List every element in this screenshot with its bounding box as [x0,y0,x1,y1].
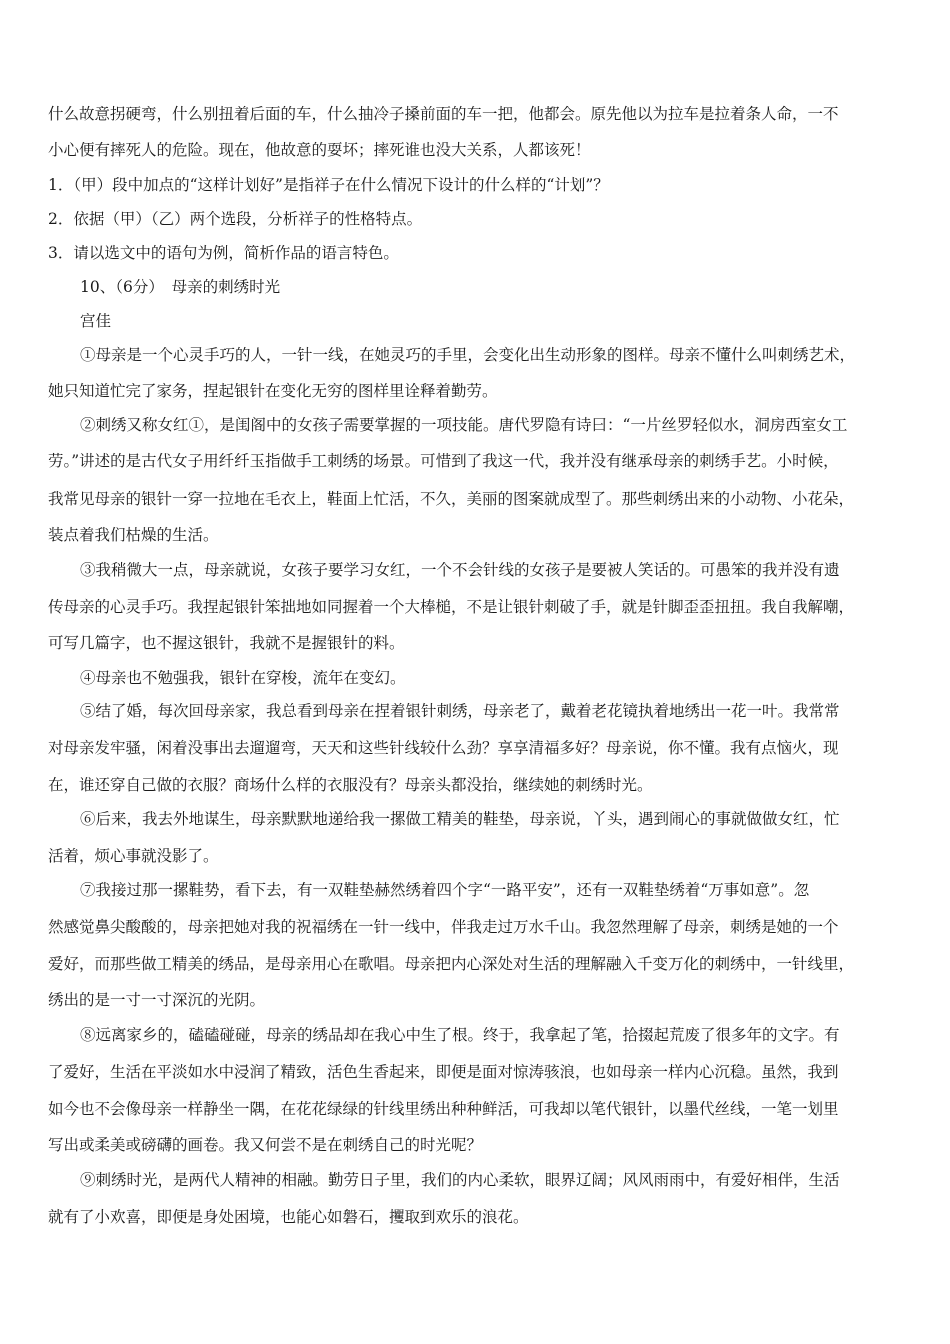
text-line: 爱好，而那些做工精美的绣品，是母亲用心在歌唱。母亲把内心深处对生活的理解融入千变万化的刺绣中，一针线里， [48,955,855,973]
text-line: ⑧远离家乡的，磕磕碰碰，母亲的绣品却在我心中生了根。终于，我拿起了笔，拾掇起荒废了很多年的文字。有 [80,1026,840,1044]
text-line: ①母亲是一个心灵手巧的人，一针一线，在她灵巧的手里，会变化出生动形象的图样。母亲不懂什么叫刺绣艺术， [80,346,856,364]
text-line: ③我稍微大一点，母亲就说，女孩子要学习女红，一个不会针线的女孩子是要被人笑话的。可愚笨的我并没有遗 [80,561,840,579]
question-1: 1．（甲）段中加点的“这样计划好”是指祥子在什么情况下设计的什么样的“计划”？ [48,176,609,194]
text-line: 然感觉鼻尖酸酸的，母亲把她对我的祝福绣在一针一线中，伴我走过万水千山。我忽然理解了母亲，刺绣是她的一个 [48,918,839,936]
text-line: 可写几篇字，也不握这银针，我就不是握银针的料。 [48,634,405,652]
text-line: 传母亲的心灵手巧。我捏起银针笨拙地如同握着一个大棒槌，不是让银针刺破了手，就是针脚歪歪扭扭。我自我解嘲， [48,598,855,616]
text-line: 她只知道忙完了家务，捏起银针在变化无穷的图样里诠释着勤劳。 [48,382,498,400]
section-heading: 10、（6分） 母亲的刺绣时光 [80,278,281,296]
text-line: ②刺绣又称女红①，是闺阁中的女孩子需要掌握的一项技能。唐代罗隐有诗曰：“一片丝罗轻似水，洞房西室女工 [80,416,848,434]
text-line: ⑦我接过那一摞鞋势，看下去，有一双鞋垫赫然绣着四个字“一路平安”，还有一双鞋垫绣着“万事如意”。忽 [80,881,810,899]
text-line: 装点着我们枯燥的生活。 [48,526,219,544]
question-2: 2．依据（甲）（乙）两个选段，分析祥子的性格特点。 [48,210,423,228]
text-line: 就有了小欢喜，即便是身处困境，也能心如磐石，攫取到欢乐的浪花。 [48,1208,529,1226]
text-line: 了爱好，生活在平淡如水中浸润了精致，活色生香起来，即便是面对惊涛骇浪，也如母亲一样内心沉稳。虽然，我到 [48,1063,839,1081]
text-line: 在，谁还穿自己做的衣服？商场什么样的衣服没有？母亲头都没抬，继续她的刺绣时光。 [48,776,653,794]
text-line: ⑥后来，我去外地谋生，母亲默默地递给我一摞做工精美的鞋垫，母亲说，丫头，遇到闹心的事就做做女红，忙 [80,810,840,828]
text-line: 小心便有摔死人的危险。现在，他故意的耍坏；摔死谁也没大关系，人都该死！ [48,141,591,159]
text-line: 劳。”讲述的是古代女子用纤纤玉指做手工刺绣的场景。可惜到了我这一代，我并没有继承母亲的刺绣手艺。小时候， [48,452,839,470]
question-3: 3．请以选文中的语句为例，简析作品的语言特色。 [48,244,399,262]
text-line: 我常见母亲的银针一穿一拉地在毛衣上，鞋面上忙活，不久，美丽的图案就成型了。那些刺绣出来的小动物、小花朵， [48,490,855,508]
text-line: 写出或柔美或磅礴的画卷。我又何尝不是在刺绣自己的时光呢？ [48,1136,483,1154]
text-line: 如今也不会像母亲一样静坐一隅，在花花绿绿的针线里绣出种种鲜活，可我却以笔代银针，以墨代丝线，一笔一划里 [48,1100,839,1118]
text-line: 对母亲发牢骚，闲着没事出去遛遛弯，天天和这些针线较什么劲？享享清福多好？母亲说，你不懂。我有点恼火，现 [48,739,839,757]
text-line: ⑨刺绣时光，是两代人精神的相融。勤劳日子里，我们的内心柔软，眼界辽阔；风风雨雨中，有爱好相伴，生活 [80,1171,840,1189]
text-line: 什么故意拐硬弯，什么别扭着后面的车，什么抽冷子搡前面的车一把，他都会。原先他以为拉车是拉着条人命，一不 [48,105,839,123]
author: 宫佳 [80,312,112,330]
text-line: 活着，烦心事就没影了。 [48,847,219,865]
text-line: 绣出的是一寸一寸深沉的光阴。 [48,991,266,1009]
text-line: ⑤结了婚，每次回母亲家，我总看到母亲在捏着银针刺绣，母亲老了，戴着老花镜执着地绣出一花一叶。我常常 [80,702,840,720]
text-line: ④母亲也不勉强我，银针在穿梭，流年在变幻。 [80,669,406,687]
